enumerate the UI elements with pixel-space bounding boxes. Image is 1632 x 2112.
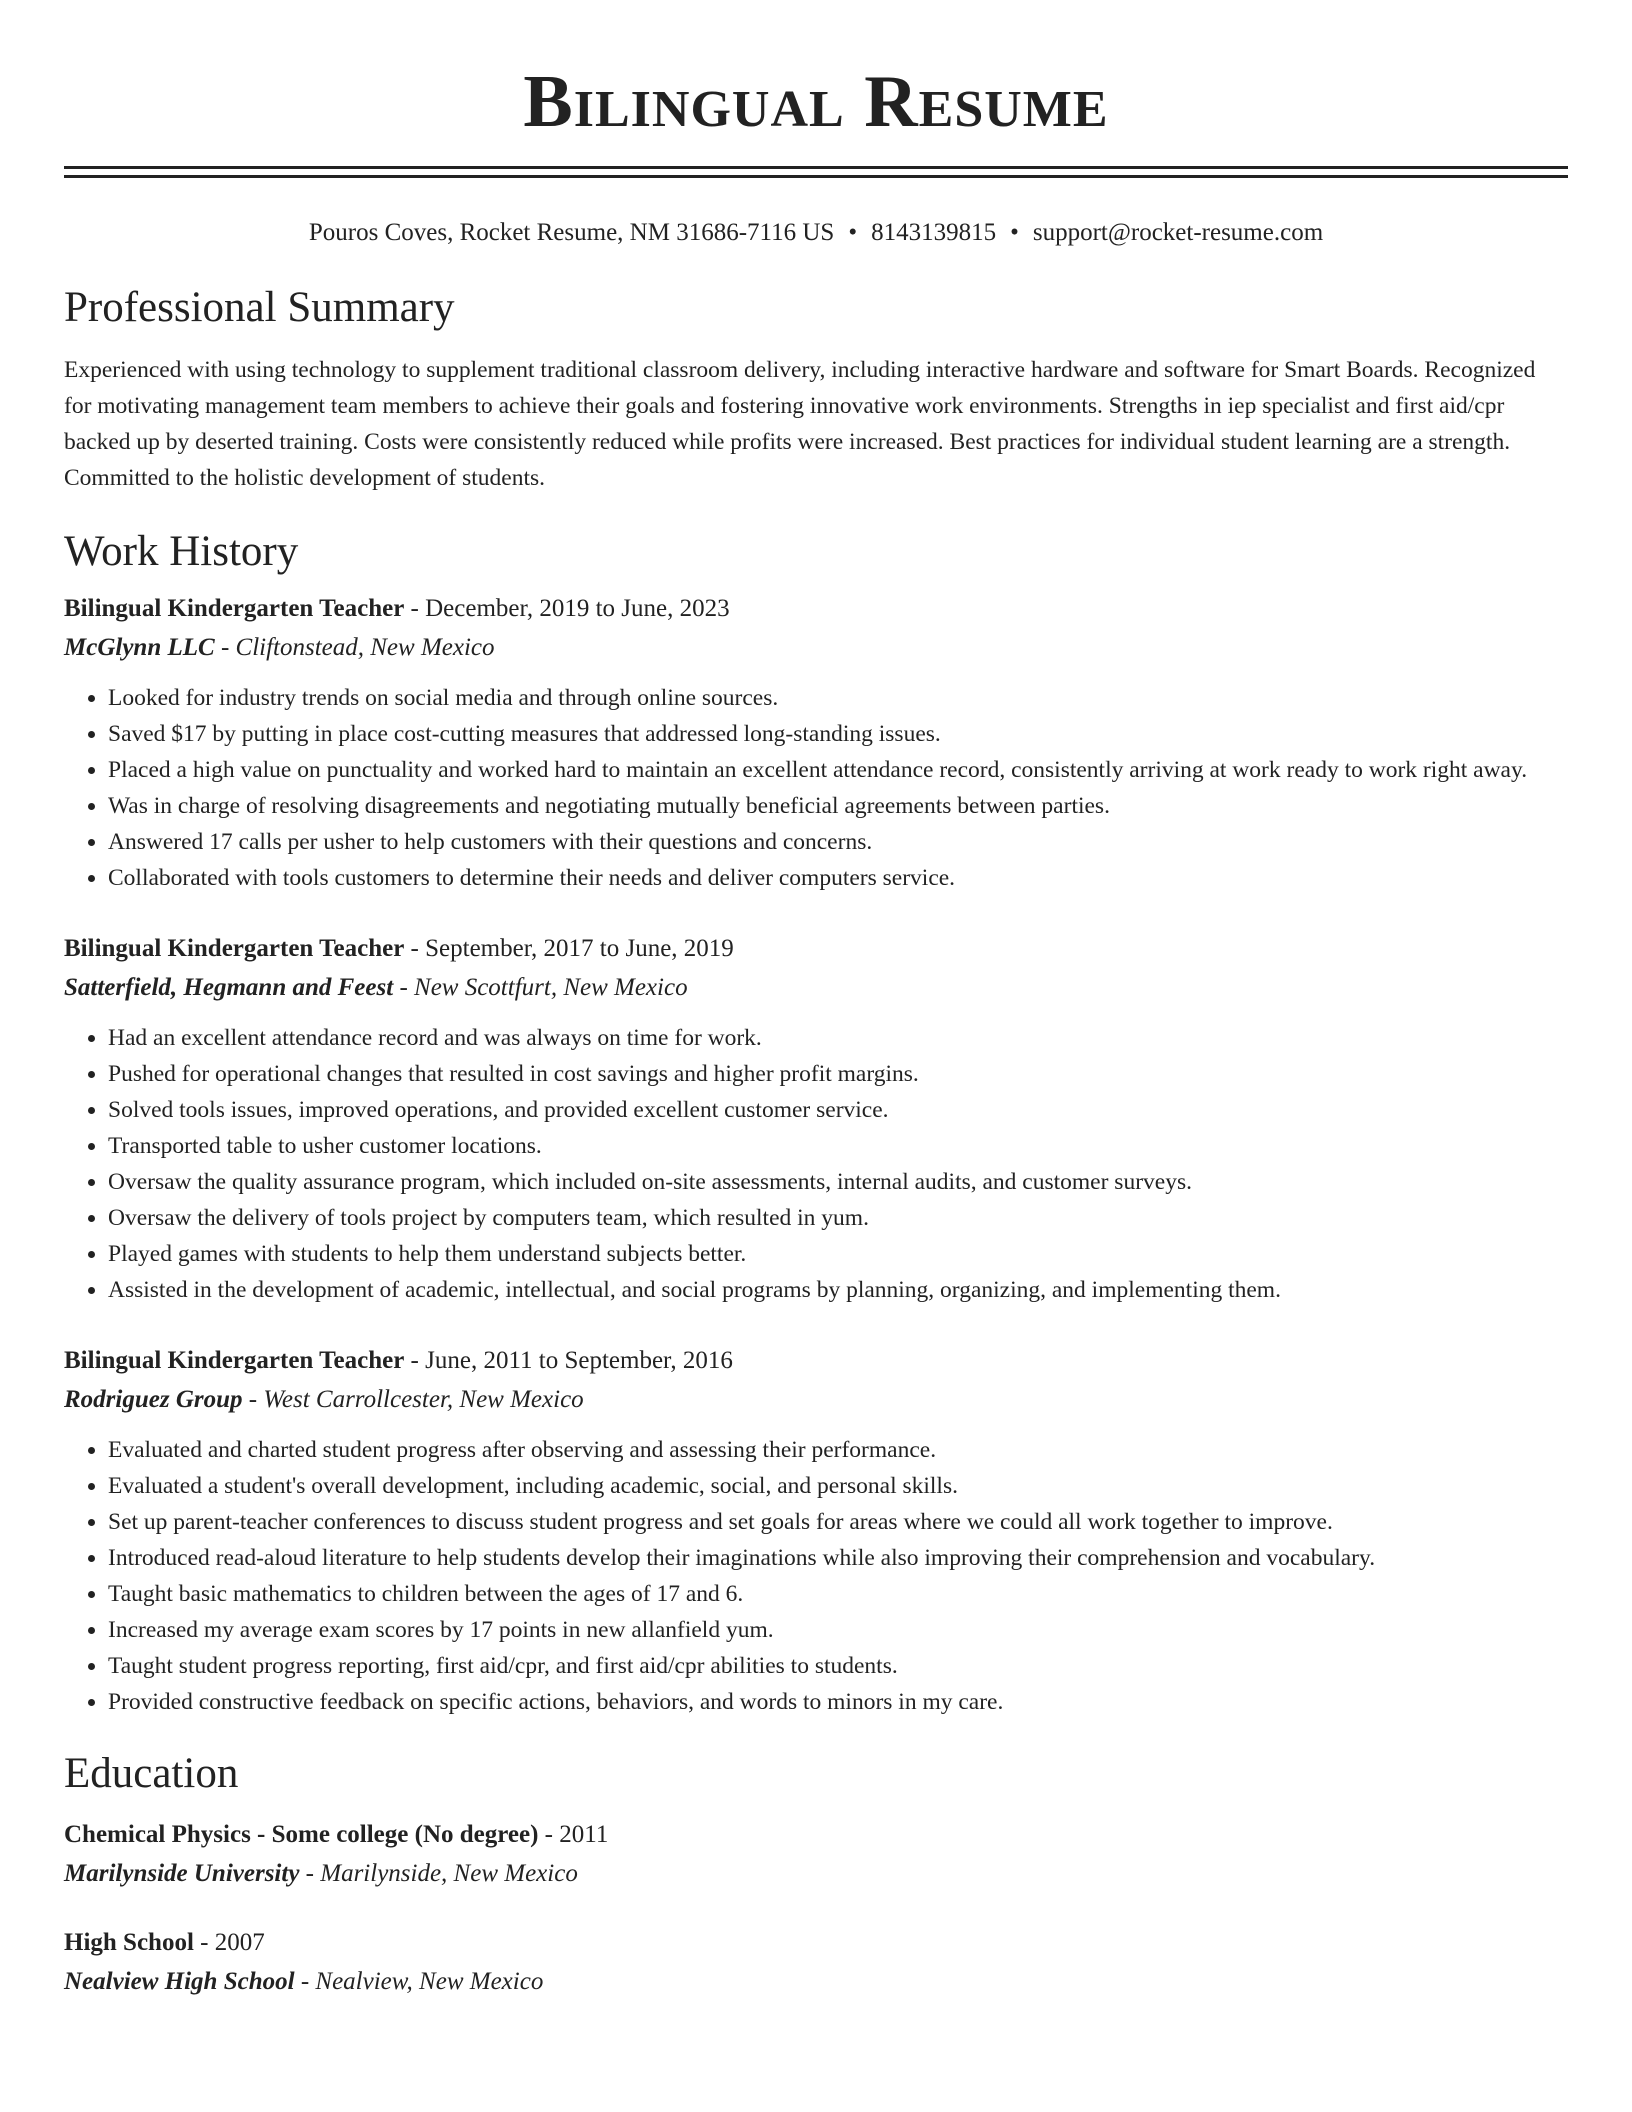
job-bullet: • Increased my average exam scores by 17 points in new allanfield yum.: [108, 1612, 1568, 1648]
education-entry: [64, 1924, 1568, 2002]
job-bullets: [64, 680, 1568, 896]
title-divider-top: [64, 166, 1568, 169]
job-bullets: [64, 1432, 1568, 1720]
job-location: - Cliftonstead, New Mexico: [214, 634, 495, 661]
job-entry: [64, 1342, 1568, 1720]
job-bullets: [64, 1020, 1568, 1308]
job-title-line: [64, 930, 1568, 968]
job-bullet: • Evaluated a student's overall development, including academic, social, and personal skills.: [108, 1468, 1568, 1504]
education-degree: High School: [64, 1929, 194, 1956]
education-school: Marilynside University: [64, 1860, 300, 1887]
education-school: Nealview High School: [64, 1968, 295, 1995]
job-entry: [64, 930, 1568, 1308]
contact-separator: •: [1010, 219, 1019, 246]
job-bullet: • Had an excellent attendance record and was always on time for work.: [108, 1020, 1568, 1056]
job-title: Bilingual Kindergarten Teacher: [64, 1347, 405, 1374]
job-company-line: [64, 968, 1568, 1008]
education-year: - 2011: [538, 1821, 609, 1848]
job-title-line: [64, 1342, 1568, 1380]
contact-phone: 8143139815: [871, 219, 997, 246]
job-company: Rodriguez Group: [64, 1386, 243, 1413]
job-bullet: • Set up parent-teacher conferences to discuss student progress and set goals for areas where we could all work together to improve.: [108, 1504, 1568, 1540]
job-bullet: • Pushed for operational changes that resulted in cost savings and higher profit margins.: [108, 1056, 1568, 1092]
education-degree-line: [64, 1924, 1568, 1962]
job-bullet: • Looked for industry trends on social media and through online sources.: [108, 680, 1568, 716]
job-bullet: • Was in charge of resolving disagreements and negotiating mutually beneficial agreements between parties.: [108, 788, 1568, 824]
education-degree: Chemical Physics - Some college (No degree): [64, 1821, 539, 1848]
job-title: Bilingual Kindergarten Teacher: [64, 935, 405, 962]
education-school-line: [64, 1962, 1568, 2002]
job-bullet: • Solved tools issues, improved operations, and provided excellent customer service.: [108, 1092, 1568, 1128]
job-dates: - June, 2011 to September, 2016: [404, 1347, 733, 1374]
education-location: - Marilynside, New Mexico: [299, 1860, 578, 1887]
job-entry: [64, 590, 1568, 896]
job-title-line: [64, 590, 1568, 628]
job-company-line: [64, 1380, 1568, 1420]
summary-paragraph: Experienced with using technology to supplement traditional classroom delivery, including interactive hardware and software for Smart Boards. Recognized for motivating management team members to achieve their goals and fostering innovative work environments. Strengths in iep specialist and first aid/cpr backed up by deserted training. Costs were consistently reduced while profits were increased. Best practices for individual student learning are a strength. Committed to the holistic development of students.: [64, 357, 1536, 491]
professional-summary-section: [64, 280, 1568, 496]
contact-address: Pouros Coves, Rocket Resume, NM 31686-7116 US: [308, 219, 835, 246]
title-divider-bottom: [64, 175, 1568, 178]
education-degree-line: [64, 1816, 1568, 1854]
section-heading-education: Education: [64, 1750, 239, 1797]
resume-title: Bilingual Resume: [523, 61, 1109, 143]
contact-separator: •: [848, 219, 858, 246]
education-entry: [64, 1816, 1568, 1894]
job-bullet: • Played games with students to help them understand subjects better.: [108, 1236, 1568, 1272]
job-location: - West Carrollcester, New Mexico: [242, 1386, 584, 1413]
work-history-section: [64, 524, 1568, 1720]
job-bullet: • Introduced read-aloud literature to help students develop their imaginations while also improving their comprehension and vocabulary.: [108, 1540, 1568, 1576]
job-bullet: • Collaborated with tools customers to determine their needs and deliver computers service.: [108, 860, 1568, 896]
job-bullet: • Evaluated and charted student progress after observing and assessing their performance.: [108, 1432, 1568, 1468]
job-bullet: • Assisted in the development of academic, intellectual, and social programs by planning, organizing, and implementing them.: [108, 1272, 1568, 1308]
job-location: - New Scottfurt, New Mexico: [393, 974, 688, 1001]
education-location: - Nealview, New Mexico: [294, 1968, 544, 1995]
section-heading-work: Work History: [64, 528, 299, 575]
education-section: [64, 1746, 1568, 2002]
section-heading-summary: Professional Summary: [64, 284, 455, 331]
contact-line: [64, 216, 1568, 250]
job-bullet: • Transported table to usher customer locations.: [108, 1128, 1568, 1164]
job-bullet: • Saved $17 by putting in place cost-cutting measures that addressed long-standing issues.: [108, 716, 1568, 752]
job-dates: - September, 2017 to June, 2019: [404, 935, 734, 962]
job-bullet: • Placed a high value on punctuality and worked hard to maintain an excellent attendance record, consistently arriving at work ready to work right away.: [108, 752, 1568, 788]
job-bullet: • Oversaw the quality assurance program, which included on-site assessments, internal audits, and customer surveys.: [108, 1164, 1568, 1200]
job-title: Bilingual Kindergarten Teacher: [64, 595, 405, 622]
job-company: McGlynn LLC: [64, 634, 215, 661]
job-company: Satterfield, Hegmann and Feest: [64, 974, 394, 1001]
contact-email: support@rocket-resume.com: [1032, 219, 1324, 246]
job-bullet: • Answered 17 calls per usher to help customers with their questions and concerns.: [108, 824, 1568, 860]
job-bullet: • Taught basic mathematics to children between the ages of 17 and 6.: [108, 1576, 1568, 1612]
education-school-line: [64, 1854, 1568, 1894]
job-dates: - December, 2019 to June, 2023: [404, 595, 730, 622]
job-bullet: • Oversaw the delivery of tools project by computers team, which resulted in yum.: [108, 1200, 1568, 1236]
job-company-line: [64, 628, 1568, 668]
job-bullet: • Taught student progress reporting, first aid/cpr, and first aid/cpr abilities to students.: [108, 1648, 1568, 1684]
job-bullet: • Provided constructive feedback on specific actions, behaviors, and words to minors in my care.: [108, 1684, 1568, 1720]
education-year: - 2007: [193, 1929, 265, 1956]
